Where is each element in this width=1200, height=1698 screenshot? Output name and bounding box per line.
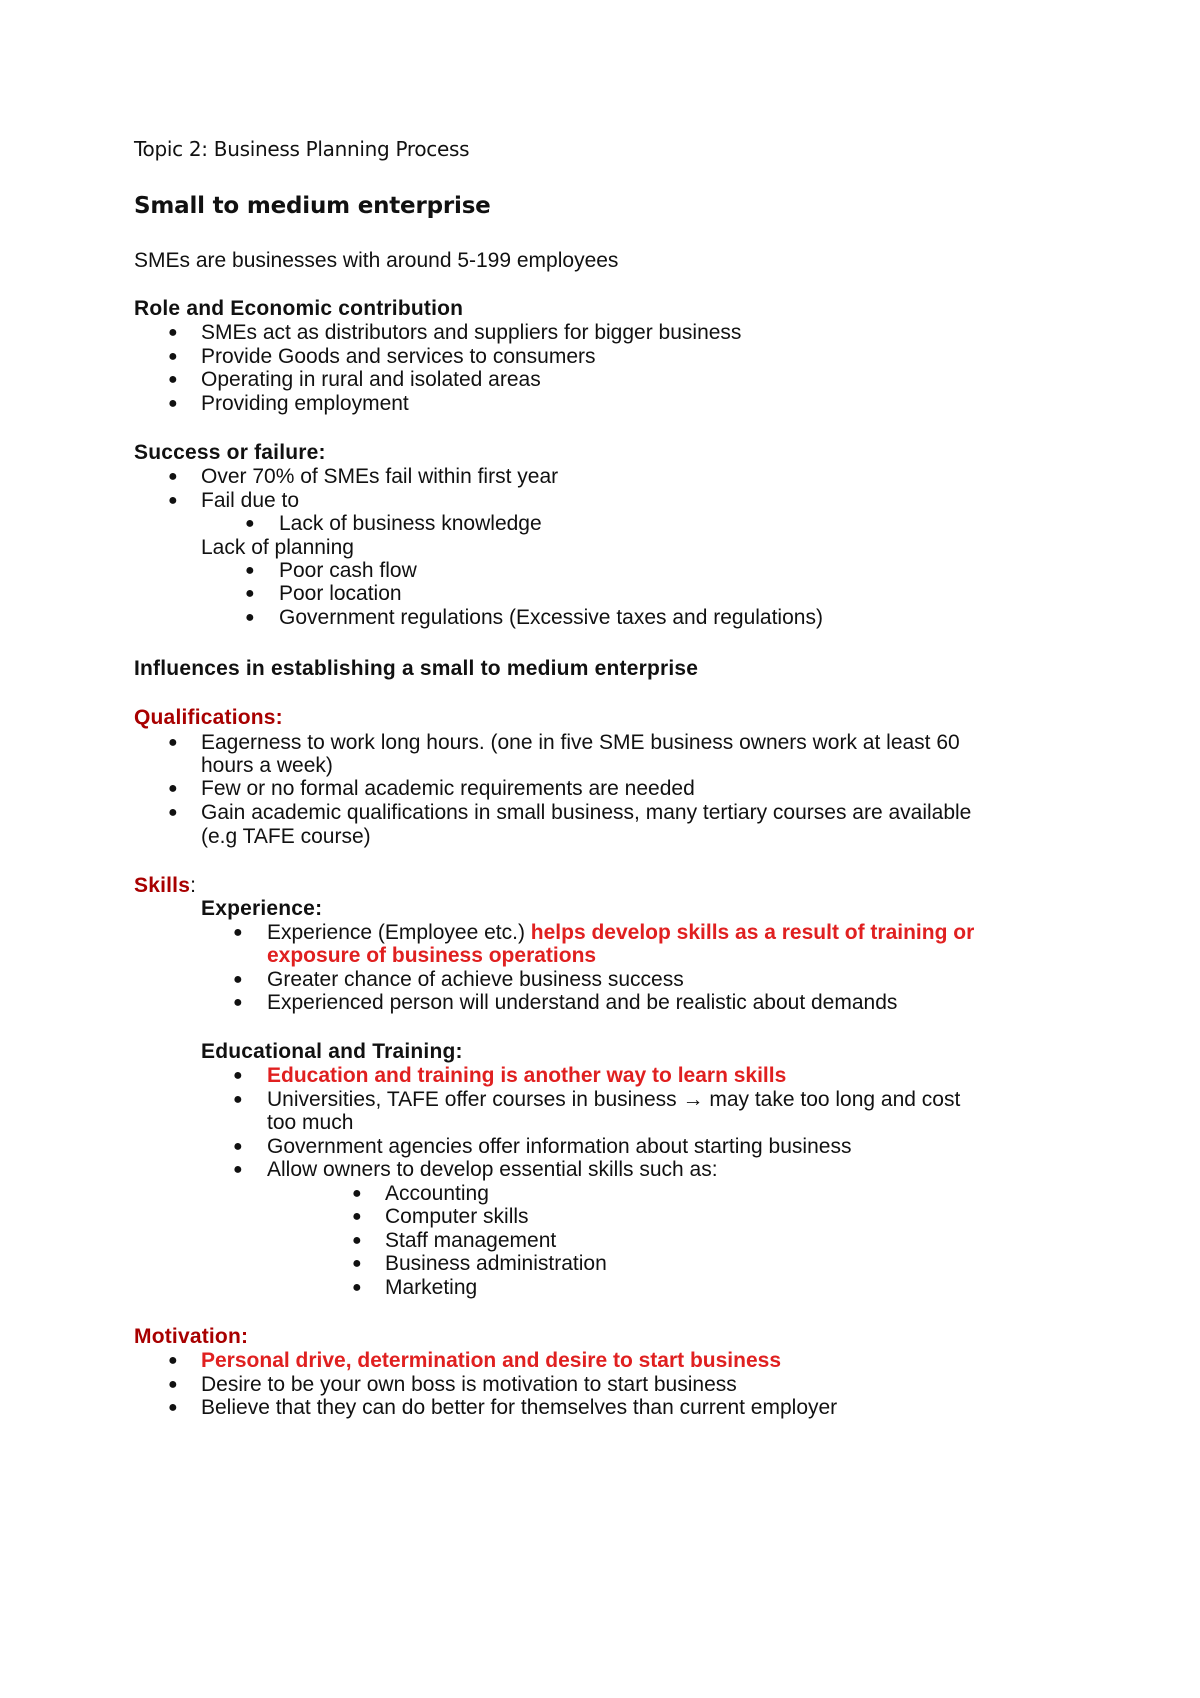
skills-heading-line — [134, 873, 196, 899]
list-item: Marketing — [385, 1276, 478, 1299]
bullet-icon: ● — [168, 395, 178, 412]
bullet-icon: ● — [168, 1352, 178, 1369]
list-item: Fail due to — [201, 489, 300, 512]
experience-item-highlight: helps develop skills as a result of training or — [530, 921, 975, 944]
list-item: Few or no formal academic requirements are needed — [201, 777, 695, 800]
list-item-continuation: (e.g TAFE course) — [201, 825, 371, 848]
topic-title: Topic 2: Business Planning Process — [134, 137, 470, 161]
list-item: Universities, TAFE offer courses in business → may take too long and cost — [267, 1088, 961, 1111]
motivation-heading: Motivation: — [134, 1325, 249, 1348]
list-item: Over 70% of SMEs fail within first year — [201, 465, 559, 488]
list-item: Lack of business knowledge — [279, 512, 542, 535]
experience-item-plain: Experience (Employee etc.) — [267, 921, 531, 944]
bullet-icon: ● — [352, 1255, 362, 1272]
motivation-item-highlight: Personal drive, determination and desire to start business — [201, 1349, 782, 1372]
bullet-icon: ● — [245, 562, 255, 579]
bullet-icon: ● — [245, 585, 255, 602]
list-item: Business administration — [385, 1252, 607, 1275]
list-item: Poor location — [279, 582, 402, 605]
bullet-icon: ● — [168, 348, 178, 365]
bullet-icon: ● — [168, 804, 178, 821]
bullet-icon: ● — [352, 1232, 362, 1249]
intro-text: SMEs are businesses with around 5-199 employees — [134, 249, 619, 272]
list-item: Provide Goods and services to consumers — [201, 345, 596, 368]
list-item: Allow owners to develop essential skills such as: — [267, 1158, 718, 1181]
list-item: Poor cash flow — [279, 559, 417, 582]
plain-text: Lack of planning — [201, 536, 354, 559]
list-item: Operating in rural and isolated areas — [201, 368, 541, 391]
list-item: Believe that they can do better for themselves than current employer — [201, 1396, 838, 1419]
bullet-icon: ● — [245, 515, 255, 532]
list-item-continuation: hours a week) — [201, 754, 333, 777]
list-item: Eagerness to work long hours. (one in five SME business owners work at least 60 — [201, 731, 960, 754]
bullet-icon: ● — [168, 468, 178, 485]
bullet-icon: ● — [352, 1279, 362, 1296]
skills-heading: Skills — [134, 874, 191, 897]
bullet-icon: ● — [168, 780, 178, 797]
list-item: Gain academic qualifications in small business, many tertiary courses are available — [201, 801, 972, 824]
bullet-icon: ● — [233, 1091, 243, 1108]
bullet-icon: ● — [233, 994, 243, 1011]
bullet-icon: ● — [168, 492, 178, 509]
qualifications-heading: Qualifications: — [134, 706, 283, 729]
bullet-icon: ● — [168, 324, 178, 341]
bullet-icon: ● — [233, 971, 243, 988]
list-item: Government regulations (Excessive taxes and regulations) — [279, 606, 823, 629]
list-item: Greater chance of achieve business success — [267, 968, 684, 991]
experience-item-highlight-continuation: exposure of business operations — [267, 944, 597, 967]
bullet-icon: ● — [168, 1399, 178, 1416]
bullet-icon: ● — [245, 609, 255, 626]
bullet-icon: ● — [168, 734, 178, 751]
skills-colon: : — [190, 874, 196, 897]
education-item-highlight: Education and training is another way to learn skills — [267, 1064, 787, 1087]
success-heading: Success or failure: — [134, 441, 326, 464]
bullet-icon: ● — [168, 1376, 178, 1393]
list-item: Accounting — [385, 1182, 489, 1205]
bullet-icon: ● — [168, 371, 178, 388]
list-item: Government agencies offer information about starting business — [267, 1135, 852, 1158]
page-heading: Small to medium enterprise — [134, 193, 491, 219]
role-heading: Role and Economic contribution — [134, 297, 464, 320]
influences-heading: Influences in establishing a small to medium enterprise — [134, 657, 699, 680]
experience-heading: Experience: — [201, 897, 323, 920]
list-item: Providing employment — [201, 392, 409, 415]
education-heading: Educational and Training: — [201, 1040, 463, 1063]
list-item-continuation: too much — [267, 1111, 354, 1134]
list-item: Desire to be your own boss is motivation to start business — [201, 1373, 737, 1396]
bullet-icon: ● — [352, 1185, 362, 1202]
list-item: Experienced person will understand and be realistic about demands — [267, 991, 898, 1014]
bullet-icon: ● — [233, 1138, 243, 1155]
list-item: SMEs act as distributors and suppliers for bigger business — [201, 321, 742, 344]
bullet-icon: ● — [352, 1208, 362, 1225]
bullet-icon: ● — [233, 1161, 243, 1178]
bullet-icon: ● — [233, 1067, 243, 1084]
list-item: Computer skills — [385, 1205, 529, 1228]
bullet-icon: ● — [233, 924, 243, 941]
list-item: Staff management — [385, 1229, 557, 1252]
